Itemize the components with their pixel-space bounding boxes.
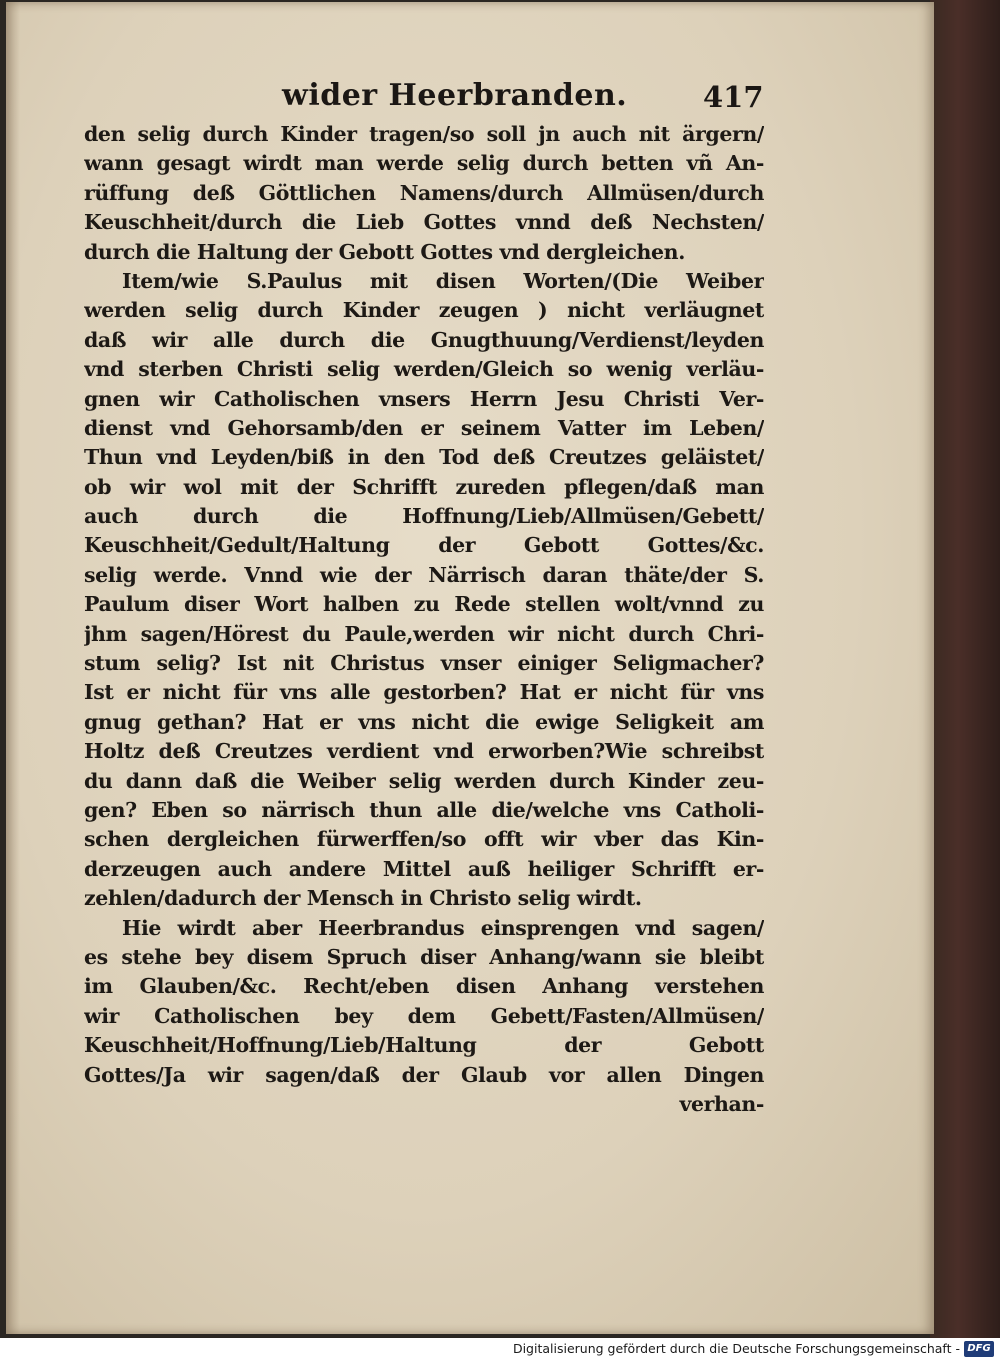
text-line: Paulum diser Wort halben zu Rede stellen wolt/vnnd zu	[84, 592, 764, 617]
text-line: rüffung deß Göttlichen Namens/durch Allmüsen/durch	[84, 180, 764, 205]
text-line: durch die Haltung der Gebott Gottes vnd dergleichen.	[84, 239, 685, 264]
running-head: wider Heerbranden.	[282, 78, 628, 113]
page-number: 417	[703, 80, 764, 114]
text-line: schen dergleichen fürwerffen/so offt wir vber das Kin-	[84, 827, 764, 852]
book-edge	[930, 0, 1000, 1338]
text-line: selig werde. Vnnd wie der Närrisch daran thäte/der S.	[84, 562, 764, 587]
text-line: Keuschheit/Hoffnung/Lieb/Haltung der Gebott	[84, 1033, 764, 1058]
text-line: Item/wie S.Paulus mit disen Worten/(Die Weiber	[122, 268, 764, 293]
text-line: zehlen/dadurch der Mensch in Christo selig wirdt.	[84, 886, 642, 911]
footer-bar	[0, 1338, 1000, 1361]
text-line: den selig durch Kinder tragen/so soll jn auch nit ärgern/	[84, 122, 764, 146]
text-block	[84, 120, 764, 1119]
text-line: vnd sterben Christi selig werden/Gleich so wenig verläu-	[84, 357, 764, 382]
text-line: im Glauben/&c. Recht/eben disen Anhang verstehen	[84, 974, 764, 999]
text-line: Hie wirdt aber Heerbrandus einsprengen vnd sagen/	[122, 915, 764, 940]
text-line: es stehe bey disem Spruch diser Anhang/wann sie bleibt	[84, 944, 764, 969]
text-line: gnug gethan? Hat er vns nicht die ewige Seligkeit am	[84, 709, 764, 734]
text-line: jhm sagen/Hörest du Paule,werden wir nicht durch Chri-	[84, 621, 764, 646]
text-line: Holtz deß Creutzes verdient vnd erworben?Wie schreibst	[84, 739, 764, 764]
page-fold-shadow	[6, 2, 20, 1334]
dfg-logo-icon: DFG	[964, 1341, 994, 1357]
text-line: Keuschheit/Gedult/Haltung der Gebott Gottes/&c.	[84, 533, 764, 558]
text-line: dienst vnd Gehorsamb/den er seinem Vatter im Leben/	[84, 415, 764, 440]
text-line: derzeugen auch andere Mittel auß heiliger Schrifft er-	[84, 856, 764, 881]
text-line: Thun vnd Leyden/biß in den Tod deß Creutzes geläistet/	[84, 445, 764, 470]
catchword: verhan-	[679, 1091, 764, 1116]
text-line: werden selig durch Kinder zeugen ) nicht verläugnet	[84, 298, 764, 323]
text-line: wann gesagt wirdt man werde selig durch betten vñ An-	[84, 151, 764, 176]
text-line: Keuschheit/durch die Lieb Gottes vnnd deß Nechsten/	[84, 210, 764, 235]
text-line: du dann daß die Weiber selig werden durch Kinder zeu-	[84, 768, 764, 793]
text-line: ob wir wol mit der Schrifft zureden pflegen/daß man	[84, 474, 764, 499]
text-line: stum selig? Ist nit Christus vnser einiger Seligmacher?	[84, 651, 764, 676]
text-line: gnen wir Catholischen vnsers Herrn Jesu Christi Ver-	[84, 386, 764, 411]
text-line: Ist er nicht für vns alle gestorben? Hat er nicht für vns	[84, 680, 764, 705]
text-line: Gottes/Ja wir sagen/daß der Glaub vor allen Dingen	[84, 1062, 764, 1087]
text-line: auch durch die Hoffnung/Lieb/Allmüsen/Gebett/	[84, 504, 764, 529]
funding-credit: Digitalisierung gefördert durch die Deutsche Forschungsgemeinschaft -	[512, 1341, 960, 1356]
text-line: daß wir alle durch die Gnugthuung/Verdienst/leyden	[84, 327, 764, 352]
text-line: gen? Eben so närrisch thun alle die/welche vns Catholi-	[84, 797, 764, 822]
text-line: wir Catholischen bey dem Gebett/Fasten/Allmüsen/	[84, 1003, 764, 1028]
